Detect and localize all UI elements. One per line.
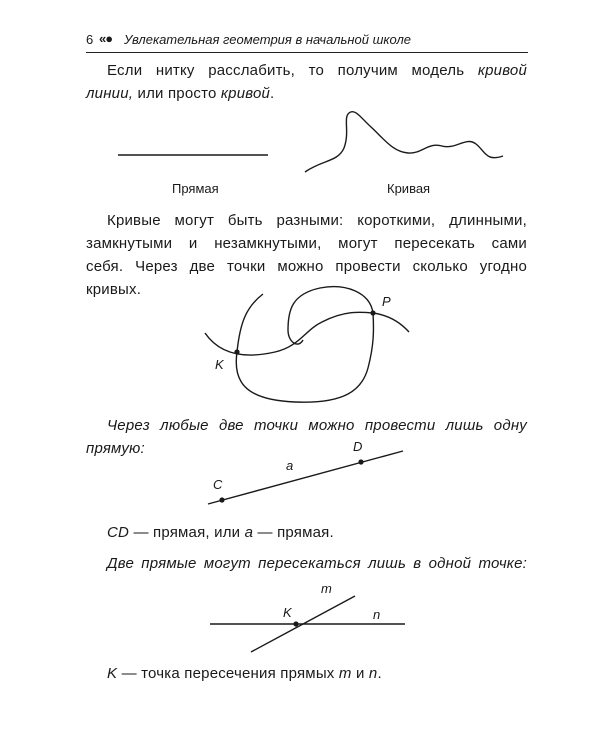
curves-line-1: Кривые могут быть разными: короткими, длинными,: [107, 212, 527, 229]
cd-text-1: — прямая, или: [129, 524, 245, 541]
intro-text: Если нитку расслабить, то получим модель: [107, 62, 465, 79]
line-a-label: a: [286, 458, 294, 473]
curves-line-4: кривых.: [86, 281, 142, 298]
point-k-label: K: [215, 357, 224, 372]
line-rule-line-1: Через любые две точки можно провести лишь одну: [107, 417, 527, 434]
k-text-1: — точка пересечения прямых: [117, 665, 339, 682]
a-term: a: [244, 524, 254, 541]
intro-term-line: линии,: [86, 85, 134, 102]
running-title: Увлекательная геометрия в начальной школе: [124, 32, 412, 47]
point-d-label: D: [353, 439, 363, 454]
point-k-intersection-dot: [293, 621, 298, 626]
curves-line-3: себя. Через две точки можно провести сколько угодно: [86, 258, 527, 275]
cd-text-2: — прямая.: [253, 524, 334, 541]
k-term: K: [107, 665, 118, 682]
k-period: .: [377, 665, 382, 682]
intro-term-curve-2: кривой: [220, 85, 271, 102]
intro-period: .: [270, 85, 275, 102]
page-number: 6: [86, 32, 94, 47]
curves-line-2: замкнутыми и незамкнутыми, могут пересекать сами: [86, 235, 527, 252]
intersect-rule: Две прямые могут пересекаться лишь в одной точке:: [107, 555, 527, 572]
k-statement: [107, 662, 382, 685]
point-c-label: C: [213, 477, 223, 492]
k-and: и: [351, 665, 369, 682]
intro-term-curve: кривой: [477, 62, 527, 79]
intro-text-2: или просто: [137, 85, 217, 102]
cd-term: CD: [107, 524, 130, 541]
point-p-label: P: [382, 294, 391, 309]
line-n-label: n: [373, 607, 381, 622]
n-term: n: [368, 665, 378, 682]
m-term: m: [338, 665, 352, 682]
line-m-label: m: [321, 581, 332, 596]
caption-curve: Кривая: [387, 181, 431, 196]
caption-straight: Прямая: [172, 181, 219, 196]
ornament-icon: «●: [99, 31, 113, 46]
point-k-intersection-label: K: [283, 605, 292, 620]
line-rule-line-2: прямую:: [86, 440, 145, 457]
